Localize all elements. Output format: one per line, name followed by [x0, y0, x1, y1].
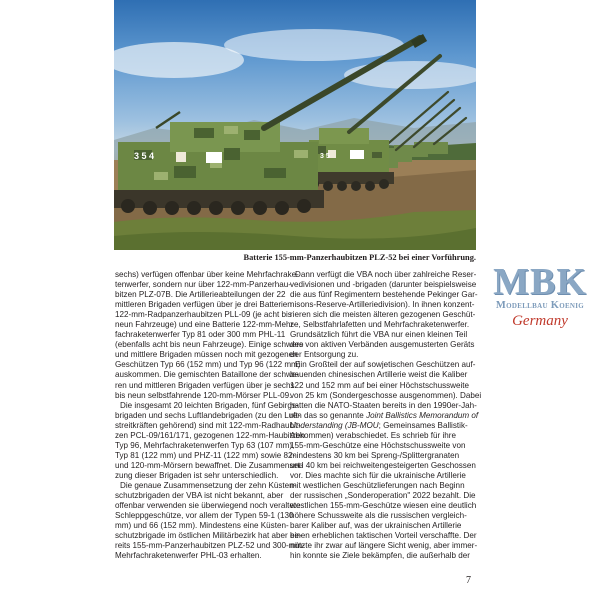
text-line: ze, Selbstfahrlafetten und Mehrfachraketenwerfer.: [290, 320, 470, 330]
text-line: fachraketenwerfer Typ 81 oder 300 mm PHL-11: [115, 330, 286, 340]
mbk-logo: [483, 262, 597, 337]
text-line: sechs) verfügen offenbar über keine Mehrfachrake-: [115, 270, 299, 279]
photo-caption: Batterie 155-mm-Panzerhaubitzen PLZ-52 bei einer Vorführung.: [243, 253, 476, 262]
text-line: mindestens 30 km bei Spreng-/Splittergranaten: [290, 450, 460, 460]
text-line: brigaden und sechs Luftlandebrigaden (zu den Luft-: [115, 410, 301, 420]
text-line: streitkräften gehörend) sind mit 122-mm-Radhaubit-: [115, 420, 301, 430]
text-line: mit westlichen Geschützlieferungen nach Beginn: [290, 480, 465, 490]
text-line: Grundsätzlich führt die VBA nur einen kleinen Teil: [290, 330, 468, 340]
text-line: nützte ihr zwar auf längere Sicht wenig, aber immer-: [290, 541, 478, 551]
logo-subtitle: Modellbau Koenig: [495, 300, 585, 311]
text-line: ren und mittleren Brigaden verfügen über je sechs: [115, 380, 295, 390]
text-line: die aus fünf Regimentern bestehende Pekinger Gar-: [290, 290, 478, 300]
text-line: und mittlere Brigaden müssen noch mit gezogenen: [115, 350, 298, 360]
text-line: der Entsorgung zu.: [290, 350, 359, 360]
text-line: (ebenfalls acht bis neun Fahrzeuge). Einige schwere: [115, 340, 304, 350]
text-line: und 120-mm-Mörsern bewaffnet. Die Zusammenset-: [115, 460, 303, 470]
text-line: mittleren Brigaden verfügen über je drei Batterien: [115, 300, 292, 310]
text-line: Typ 96, Mehrfachraketenwerfen Typ 63 (107 mm),: [115, 440, 295, 450]
text-line: Schleppgeschütze, vor allem der Typen 59-1 (130: [115, 511, 294, 521]
text-line: bitzen PLZ-07B. Die Artillerieabteilungen der 22: [115, 290, 286, 300]
text-line: Die insgesamt 20 leichten Brigaden, fünf Gebirgs-: [120, 400, 299, 410]
text-line: vor. Dies machte sich für die ukrainische Artillerie: [290, 470, 466, 480]
text-line: mm) und 66 (152 mm). Mindestens eine Küsten-: [115, 521, 289, 531]
text-line: Geschützen Typ 66 (152 mm) und Typ 96 (122 mm): [115, 360, 301, 370]
text-line: 122-mm-Radpanzerhaubitzen PLL-09 (je acht bis: [115, 310, 292, 320]
text-line: westlichen 155-mm-Geschütze wiesen eine deutlich: [290, 501, 477, 511]
tank-marking-front: 3 5 4: [134, 151, 155, 161]
text-line: ren das so genannte Joint Ballistics Memorandum of: [290, 410, 479, 420]
howitzer-photo: [114, 0, 476, 250]
text-line: tenwerfer, sondern nur über 122-mm-Panzerhau-: [115, 280, 291, 290]
text-line: barer Kaliber auf, was der ukrainischen Artillerie: [290, 521, 462, 531]
text-line: 122 und 152 mm auf bei einer Höchstschussweite: [290, 380, 470, 390]
text-line: der russischen „Sonderoperation" 2022 bezahlt. Die: [290, 491, 476, 501]
text-line: rieren sich die meisten älteren gezogenen Geschüt-: [290, 310, 476, 320]
text-line: vedivisionen und -brigaden (darunter beispielsweise: [290, 280, 477, 290]
text-column-right: [290, 270, 482, 561]
text-line: Typ 81 (122 mm) und PHZ-11 (122 mm) sowie 82-: [115, 450, 296, 460]
text-line: schutzbrigade im östlichen Militärbezirk hat aber be-: [115, 531, 302, 541]
text-line: des von aktiven Verbänden ausgemusterten Geräts: [290, 340, 475, 350]
text-line: Dann verfügt die VBA noch über zahlreiche Reser-: [295, 270, 477, 279]
text-line: hatten die NATO-Staaten bereits in den 1990er-Jah-: [290, 400, 477, 410]
text-line: Abkommen) verabschiedet. Es schrieb für ihre: [290, 430, 456, 440]
text-line: einen erheblichen taktischen Vorteil verschaffte. Der: [290, 531, 477, 541]
text-line: bauenden chinesischen Artillerie weist die Kaliber: [290, 370, 468, 380]
text-line: nisons-Reserve-Artilleriedivision). In ihnen konzent-: [290, 300, 475, 310]
logo-country: Germany: [512, 313, 568, 329]
text-line: neun Fahrzeuge) und eine Batterie 122-mm-Mehr-: [115, 320, 296, 330]
text-line: Understanding (JB-MOU; Gemeinsames Ballistik-: [290, 420, 468, 430]
text-line: offenbar verwenden sie überwiegend noch veraltete: [115, 501, 301, 511]
text-line: hin konnte sie Ziele bekämpfen, die außerhalb der: [290, 551, 470, 561]
text-line: auskommen. Die gemischten Bataillone der schwe-: [115, 370, 299, 380]
text-line: zung dieser Brigaden ist sehr unterschiedlich.: [115, 470, 279, 480]
text-column-left: [115, 270, 305, 561]
page-number: 7: [466, 575, 471, 586]
text-line: Ein Großteil der auf sowjetischen Geschützen auf-: [295, 360, 476, 370]
tank-marking-middle: 3 5: [320, 153, 330, 160]
howitzer-photo-illustration: [114, 0, 476, 250]
text-line: von 25 km (Sondergeschosse ausgenommen). Dabei: [290, 390, 482, 400]
text-line: Die genaue Zusammensetzung der zehn Küsten-: [120, 480, 297, 490]
logo-mark: MBK: [493, 261, 587, 303]
text-line: bis neun selbstfahrende 120-mm-Mörser PLL-09.: [115, 390, 292, 400]
text-line: zen PCL-09/161/171, gezogenen 122-mm-Haubitzen: [115, 430, 305, 440]
text-line: schutzbrigaden der VBA ist nicht bekannt, aber: [115, 491, 284, 501]
text-line: 155-mm-Geschütze eine Höchstschussweite von: [290, 440, 466, 450]
text-line: Mehrfachraketenwerfer PHL-03 erhalten.: [115, 551, 262, 561]
text-line: höhere Schussweite als die russischen vergleich-: [290, 511, 467, 521]
text-line: und 40 km bei reichweitengesteigerten Geschossen: [290, 460, 476, 470]
text-line: reits 155-mm-Panzerhaubitzen PLZ-52 und 300-mm-: [115, 541, 305, 551]
